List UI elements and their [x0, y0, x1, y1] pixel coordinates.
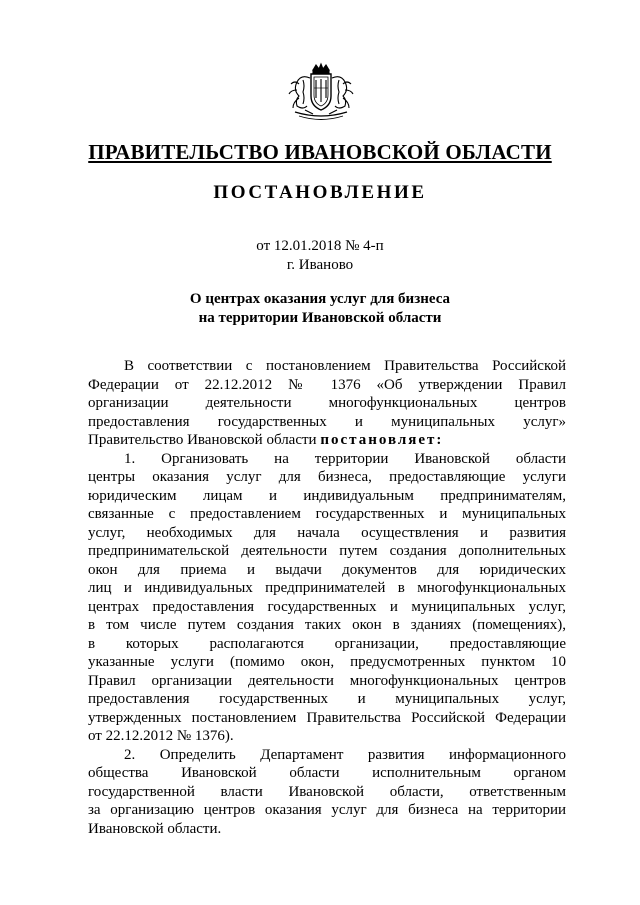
body-line: организации деятельности многофункциональных центров	[88, 395, 566, 411]
body-line	[88, 431, 566, 450]
body-line: предоставления государственных и муниципальных услуг»	[88, 413, 566, 430]
body-line: окон для приема и выдачи документов для юридических	[88, 561, 566, 578]
body-line: связанные с предоставлением государственных и муниципальных	[88, 506, 566, 522]
body-line: утвержденных постановлением Правительства Российской Федерации	[88, 709, 566, 726]
document-city: г. Иваново	[286, 257, 354, 273]
decree-prefix: Правительство Ивановской области	[88, 432, 321, 448]
government-title: ПРАВИТЕЛЬСТВО ИВАНОВСКОЙ ОБЛАСТИ	[88, 140, 552, 164]
body-line: услуг, необходимых для начала осуществления и развития	[88, 524, 566, 541]
body-line: юридическим лицам и индивидуальным предпринимателям,	[88, 487, 566, 504]
body-line: Ивановской области.	[88, 820, 222, 837]
subject-line: на территории Ивановской области	[198, 310, 442, 326]
document-subject	[0, 290, 640, 328]
body-line: 2. Определить Департамент развития информационного	[124, 746, 566, 763]
coat-of-arms-emblem-icon	[283, 62, 359, 124]
body-line: предоставления государственных и муниципальных услуг,	[88, 691, 566, 707]
body-line: лиц и индивидуальных предпринимателей в многофункциональных	[88, 580, 566, 596]
body-line: в которых располагаются организации, предоставляющие	[88, 635, 566, 652]
body-line: 1. Организовать на территории Ивановской области	[124, 450, 566, 467]
body-line: за организацию центров оказания услуг для бизнеса на территории	[88, 802, 566, 818]
body-line: государственной власти Ивановской области, ответственным	[88, 783, 566, 800]
body-line: предпринимательской деятельности путем создания дополнительных	[88, 543, 566, 559]
decree-word: постановляет:	[320, 432, 444, 448]
document-type-title: ПОСТАНОВЛЕНИЕ	[213, 182, 427, 203]
body-line: указанные услуги (помимо окон, предусмотренных пунктом 10	[88, 654, 566, 670]
body-line: Федерации от 22.12.2012 № 1376 «Об утверждении Правил	[88, 376, 566, 393]
body-line: В соответствии с постановлением Правительства Российской	[124, 358, 566, 374]
body-line: центры оказания услуг для бизнеса, предоставляющие услуги	[88, 469, 566, 485]
body-line: центрах предоставления государственных и муниципальных услуг,	[88, 598, 566, 615]
body-line: от 22.12.2012 № 1376).	[88, 728, 234, 744]
document-date-number: от 12.01.2018 № 4-п	[256, 238, 384, 254]
body-line: общества Ивановской области исполнительным органом	[88, 765, 566, 781]
subject-line: О центрах оказания услуг для бизнеса	[189, 291, 451, 307]
body-line: Правил организации деятельности многофункциональных центров	[88, 672, 566, 689]
document-body	[88, 357, 566, 838]
body-line: в том числе путем создания таких окон в зданиях (помещениях),	[88, 617, 566, 633]
